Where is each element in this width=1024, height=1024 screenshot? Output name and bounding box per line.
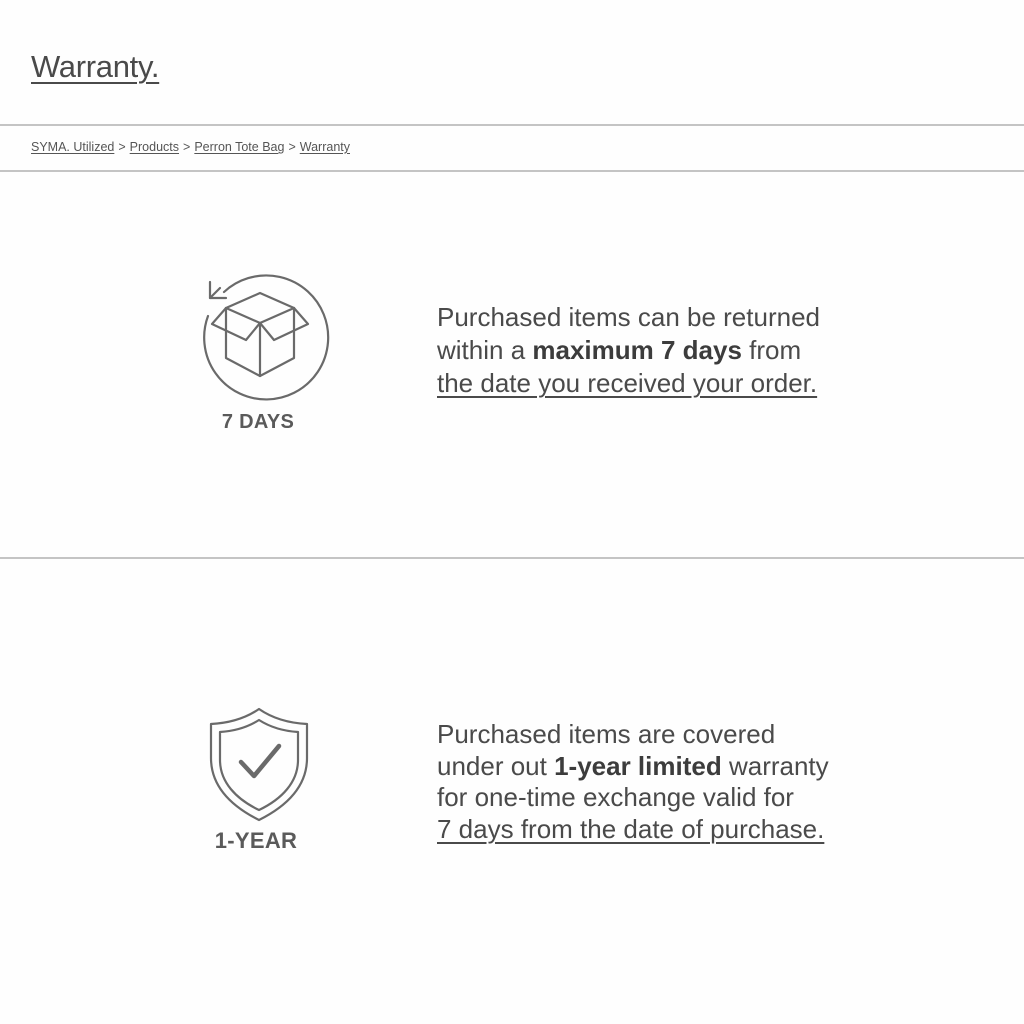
page-title[interactable]: Warranty. (31, 49, 160, 84)
warranty-text-line-1: Purchased items are covered (437, 719, 776, 749)
return-badge-label: 7 DAYS (221, 411, 295, 433)
return-text-prefix: within a (437, 335, 533, 365)
breadcrumb-separator: > (183, 140, 191, 154)
warranty-text-emphasis: 1-year limited (554, 750, 722, 781)
breadcrumb-item-product[interactable]: Perron Tote Bag (194, 140, 285, 154)
warranty-text-link[interactable]: 7 days from the date of purchase. (437, 813, 825, 844)
return-policy-text (437, 301, 917, 400)
warranty-badge-label: 1-YEAR (214, 828, 298, 853)
warranty-text-prefix: under out (437, 750, 555, 781)
return-text-link[interactable]: the date you received your order. (437, 368, 818, 398)
section-divider (0, 557, 1024, 559)
warranty-text-line-2 (437, 751, 917, 783)
return-text-suffix: from (741, 335, 802, 365)
shield-check-icon (206, 706, 312, 824)
return-text-emphasis: maximum 7 days (532, 335, 742, 365)
breadcrumb-divider (0, 170, 1024, 172)
warranty-text-line-3: for one-time exchange valid for (437, 782, 794, 812)
return-text-line-2 (437, 334, 917, 367)
breadcrumb (31, 140, 350, 154)
return-text-line-1: Purchased items can be returned (437, 302, 820, 332)
box-return-icon (190, 270, 330, 410)
warranty-policy-text (437, 719, 917, 845)
warranty-text-suffix: warranty (721, 750, 829, 781)
breadcrumb-separator: > (118, 140, 126, 154)
breadcrumb-item-products[interactable]: Products (129, 140, 180, 154)
header-divider (0, 124, 1024, 126)
breadcrumb-separator: > (288, 140, 296, 154)
breadcrumb-item-warranty[interactable]: Warranty (299, 140, 350, 154)
breadcrumb-item-home[interactable]: SYMA. Utilized (31, 140, 115, 154)
